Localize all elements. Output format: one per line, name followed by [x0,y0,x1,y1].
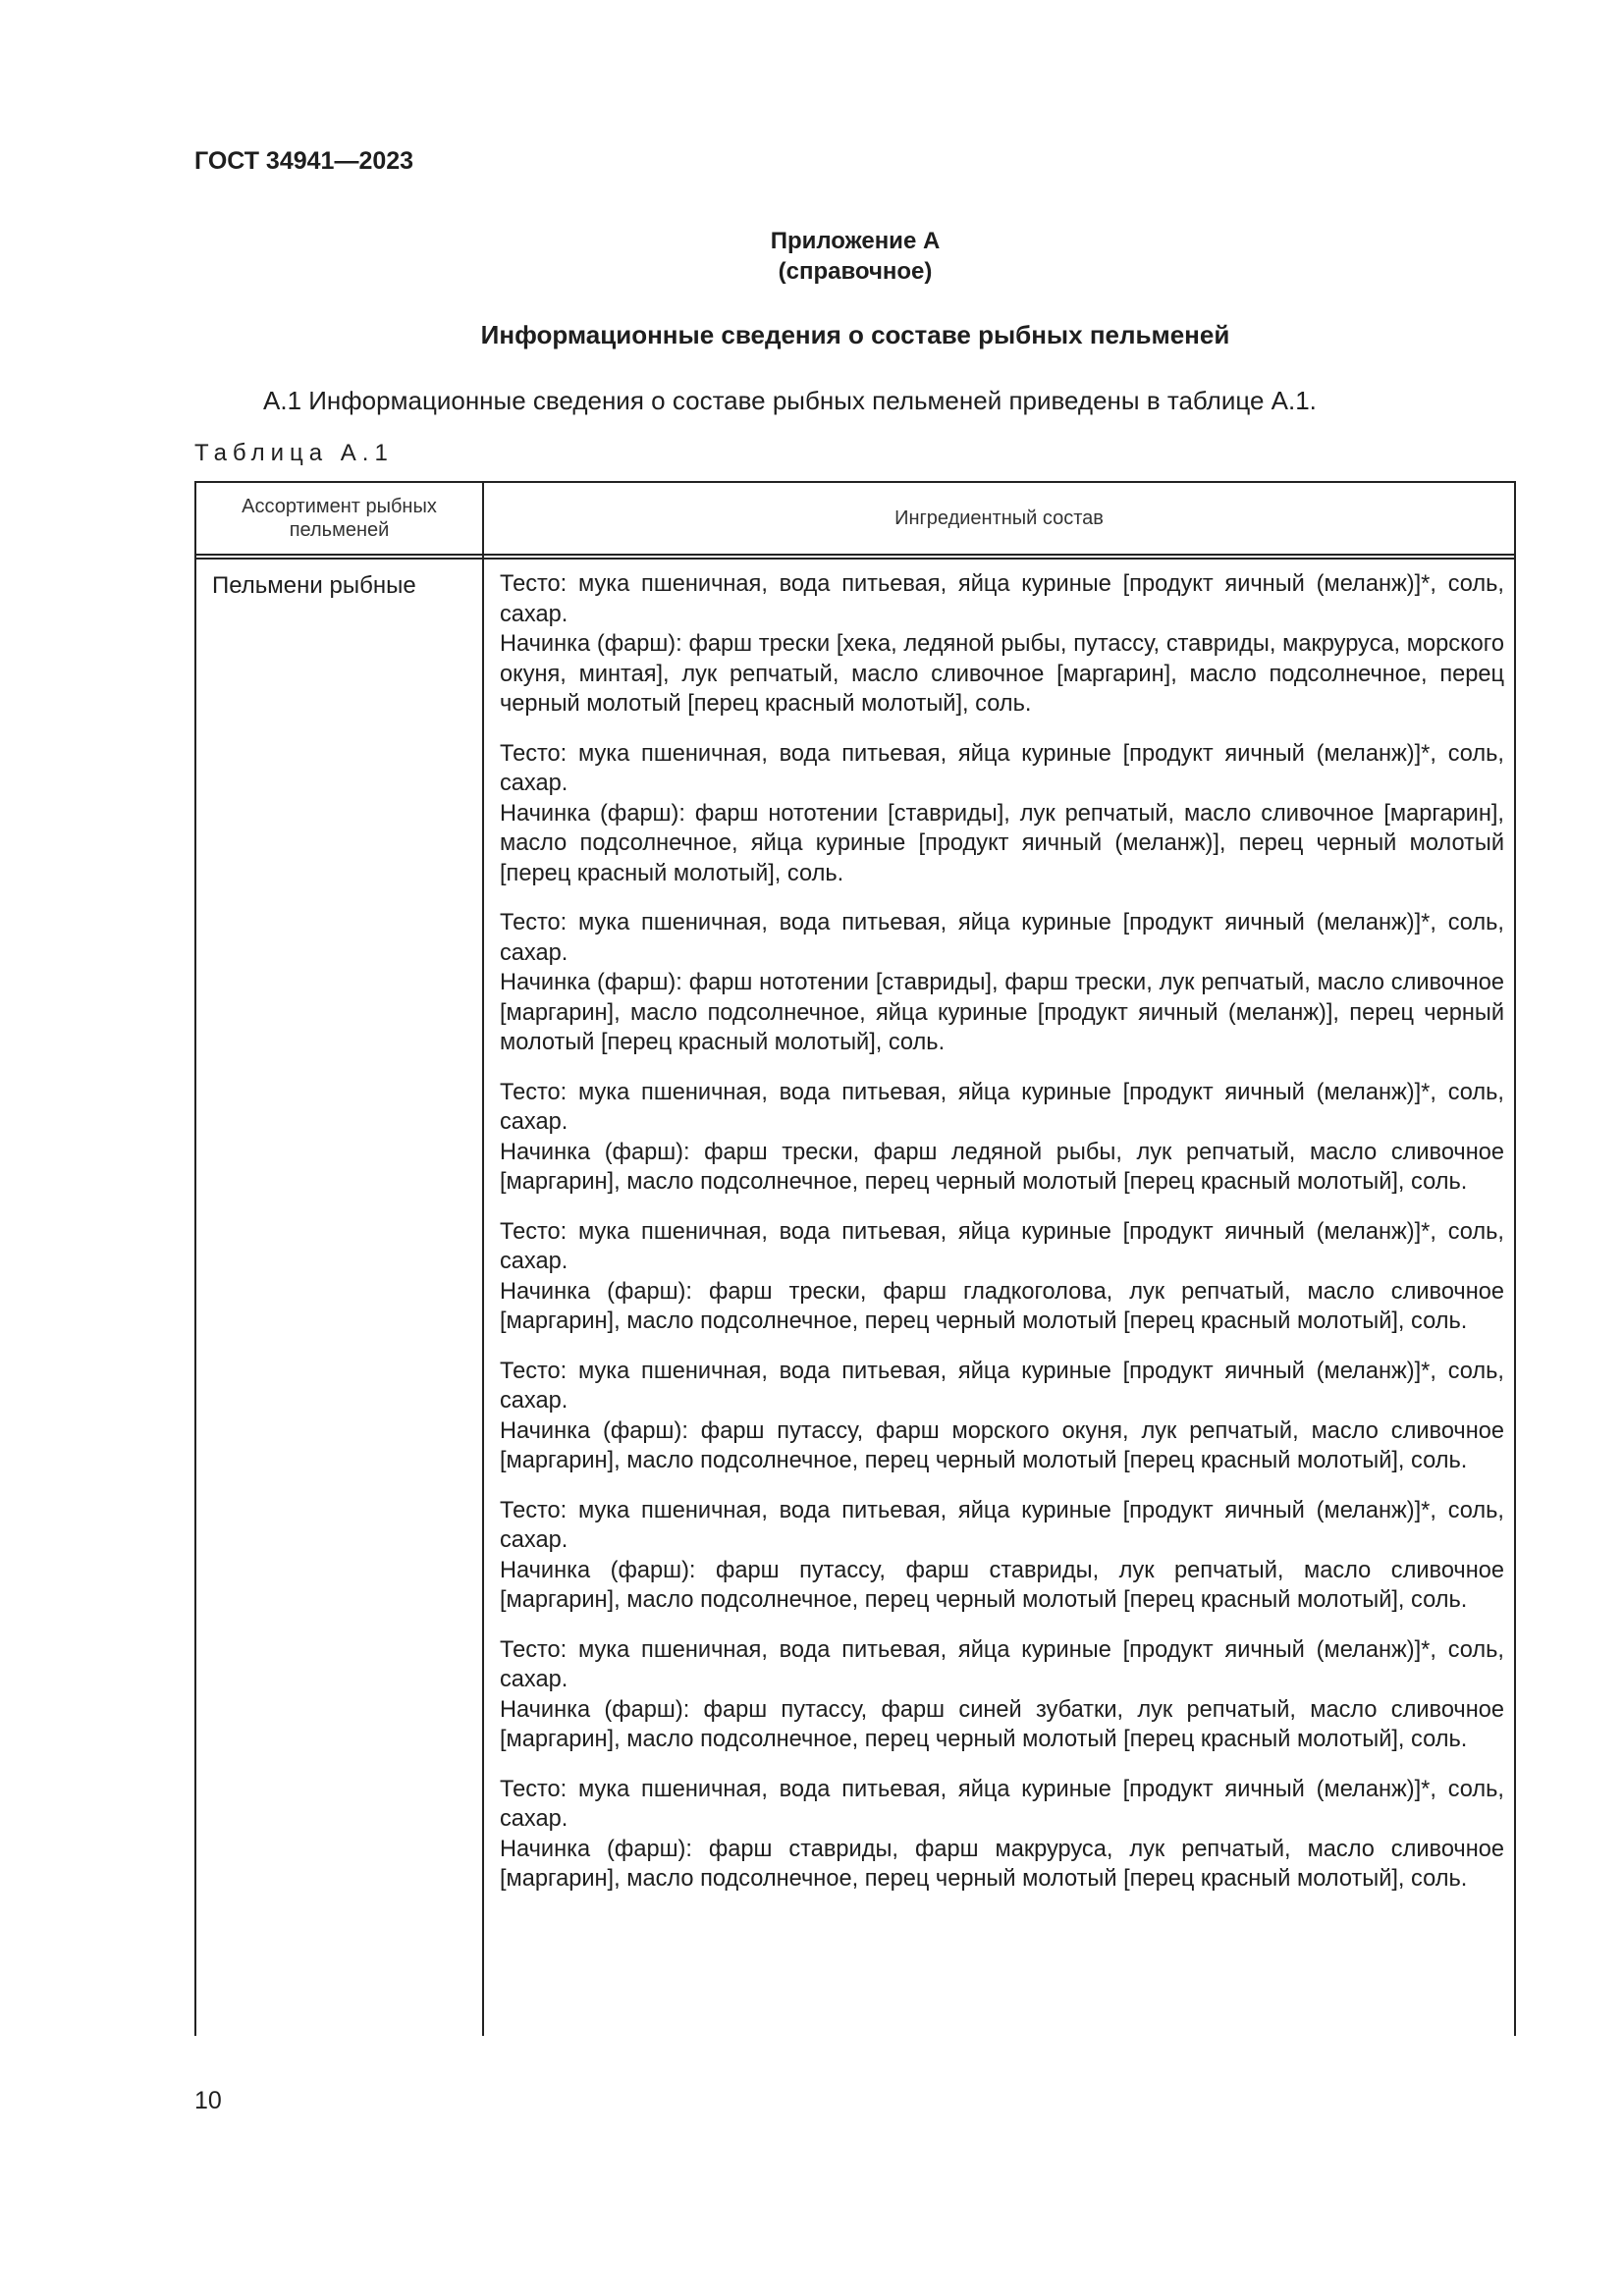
table-header-row [196,483,1514,554]
composition-entry [500,1078,1504,1198]
composition-table [194,481,1516,2036]
dough-text: Тесто: мука пшеничная, вода питьевая, яйца куриные [продукт яичный (меланж)]*, соль, сахар. [500,910,1504,966]
composition-entry [500,569,1504,720]
filling-text: Начинка (фарш): фарш путассу, фарш морского окуня, лук репчатый, масло сливочное [маргарин], масло подсолнечное, перец черный молотый [перец красный молотый], соль. [500,1417,1504,1473]
intro-paragraph: А.1 Информационные сведения о составе рыбных пельменей приведены в таблице А.1. [263,386,1317,415]
filling-text: Начинка (фарш): фарш нототении [ставриды], лук репчатый, масло сливочное [маргарин], масло подсолнечное, яйца куриные [продукт яичный (меланж)], перец черный молотый [перец красный молотый], соль. [500,800,1504,886]
filling-text: Начинка (фарш): фарш путассу, фарш ставриды, лук репчатый, масло сливочное [маргарин], масло подсолнечное, перец черный молотый [перец красный молотый], соль. [500,1557,1504,1613]
appendix-subtitle: (справочное) [778,258,933,285]
filling-text: Начинка (фарш): фарш ставриды, фарш макруруса, лук репчатый, масло сливочное [маргарин], масло подсолнечное, перец черный молотый [перец красный молотый], соль. [500,1836,1504,1892]
dough-text: Тесто: мука пшеничная, вода питьевая, яйца куриные [продукт яичный (меланж)]*, соль, сахар. [500,740,1504,796]
dough-text: Тесто: мука пшеничная, вода питьевая, яйца куриные [продукт яичный (меланж)]*, соль, сахар. [500,1218,1504,1274]
filling-text: Начинка (фарш): фарш трески [хека, ледяной рыбы, путассу, ставриды, макруруса, морского окуня, минтая], лук репчатый, масло сливочное [маргарин], масло подсолнечное, перец черный молотый [перец красный молотый], соль. [500,631,1504,717]
dough-text: Тесто: мука пшеничная, вода питьевая, яйца куриные [продукт яичный (меланж)]*, соль, сахар. [500,1358,1504,1414]
dough-text: Тесто: мука пшеничная, вода питьевая, яйца куриные [продукт яичный (меланж)]*, соль, сахар. [500,1497,1504,1553]
filling-text: Начинка (фарш): фарш трески, фарш гладкоголова, лук репчатый, масло сливочное [маргарин], масло подсолнечное, перец черный молотый [перец красный молотый], соль. [500,1278,1504,1334]
filling-text: Начинка (фарш): фарш путассу, фарш синей зубатки, лук репчатый, масло сливочное [маргарин], масло подсолнечное, перец черный молотый [перец красный молотый], соль. [500,1696,1504,1752]
composition-cell [500,569,1504,1914]
header-divider-double [196,558,1514,560]
table-caption: Таблица А.1 [194,440,394,466]
composition-entry [500,1357,1504,1476]
composition-entry [500,908,1504,1058]
composition-entry [500,739,1504,889]
composition-entry [500,1635,1504,1755]
document-header: ГОСТ 34941—2023 [194,147,414,175]
composition-entry [500,1775,1504,1895]
dough-text: Тесто: мука пшеничная, вода питьевая, яйца куриные [продукт яичный (меланж)]*, соль, сахар. [500,1079,1504,1135]
composition-entry [500,1217,1504,1337]
section-heading: Информационные сведения о составе рыбных пельменей [480,320,1230,349]
filling-text: Начинка (фарш): фарш нототении [ставриды], фарш трески, лук репчатый, масло сливочное [маргарин], масло подсолнечное, яйца куриные [продукт яичный (меланж)], перец черный молотый [перец красный молотый], соль. [500,970,1504,1055]
composition-entry [500,1496,1504,1616]
product-name-cell: Пельмени рыбные [212,572,416,599]
header-composition: Ингредиентный состав [894,507,1104,529]
column-divider [482,483,484,2036]
page-number: 10 [194,2087,222,2114]
appendix-heading [194,226,1516,287]
header-assortment: Ассортимент рыбных пельменей [242,496,437,541]
dough-text: Тесто: мука пшеничная, вода питьевая, яйца куриные [продукт яичный (меланж)]*, соль, сахар. [500,571,1504,627]
dough-text: Тесто: мука пшеничная, вода питьевая, яйца куриные [продукт яичный (меланж)]*, соль, сахар. [500,1776,1504,1832]
filling-text: Начинка (фарш): фарш трески, фарш ледяной рыбы, лук репчатый, масло сливочное [маргарин], масло подсолнечное, перец черный молотый [перец красный молотый], соль. [500,1139,1504,1195]
header-divider [196,554,1514,556]
appendix-title: Приложение А [770,228,941,254]
dough-text: Тесто: мука пшеничная, вода питьевая, яйца куриные [продукт яичный (меланж)]*, соль, сахар. [500,1636,1504,1692]
